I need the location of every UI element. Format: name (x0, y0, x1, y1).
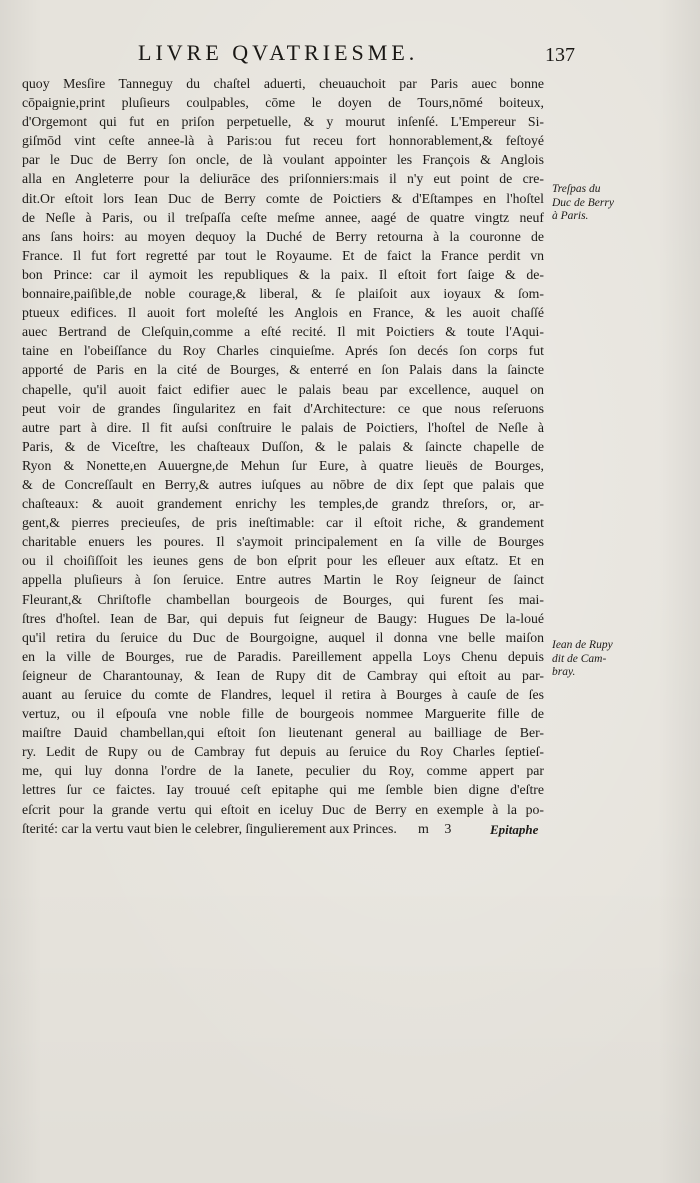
blank-page-area (0, 860, 700, 1183)
text-line: chapelle, qu'il auoit faict edifier auec le palais beau par excellence, auquel on (22, 381, 544, 397)
text-line: Paris, & de Viceſtre, les chaſteaux Duſſon, & le palais & ſaincte chapelle de (22, 438, 544, 454)
margin-note-berry (552, 183, 690, 224)
margin-note-rupy (552, 639, 690, 680)
text-line: ſtres d'hoſtel. Iean de Bar, qui depuis fut ſeigneur de Baugy: Hugues De la-loué (22, 610, 544, 626)
text-line: vertuz, ou il eſpouſa vne noble fille de bourgeois nommee Marguerite fille de (22, 706, 544, 722)
text-line: gent,& pierres precieuſes, de pris ineſtimable: car il eſtoit riche, & grandement (22, 515, 544, 531)
text-line: quoy Mesſire Tanneguy du chaſtel aduerti, cheuauchoit par Paris auec bonne (22, 76, 544, 91)
text-line-last: ſterité: car la vertu vaut bien le celebrer, ſingulierement aux Princes. (22, 820, 397, 836)
text-line: Fleurant,& Chriſtofle chambellan bourgeois de Bourges, qui furent ſes mai- (22, 591, 544, 607)
text-line: d'Orgemont qui fut en priſon perpetuelle, & y mourut inſenſé. L'Empereur Si- (22, 114, 544, 130)
text-line: chaſteaux: & auoit grandement enrichy les temples,de grandz threſors, or, ar- (22, 496, 544, 512)
text-line: peut voir de grandes ſingularitez en fait d'Architecture: ce que nous reſeruons (22, 400, 544, 416)
text-line: qu'il retira du ſeruice du Duc de Bourgoigne, auquel il donna vne belle maiſon (22, 629, 544, 645)
text-line: dit.Or eſtoit lors Iean Duc de Berry comte de Poictiers & d'Eſtampes en l'hoſtel (22, 190, 544, 206)
text-line: de Neſle à Paris, ou il treſpaſſa ceſte meſme annee, aagé de quatre vingtz neuf (22, 209, 544, 225)
margin-note-line: Treſpas du (552, 183, 601, 195)
page-number: 137 (545, 44, 575, 66)
text-line: ptueux edifices. Il auoit fort moleſté les Anglois en France, & les auoit chaſſé (22, 305, 544, 321)
margin-note-line: dit de Cam- (552, 652, 607, 665)
catchword: Epitaphe (490, 822, 539, 837)
body-text (22, 74, 544, 838)
margin-note-line: Duc de Berry (552, 196, 614, 209)
text-line: ans ſans hoirs: au moyen dequoy la Duché de Berry retourna à la couronne de (22, 228, 544, 244)
text-line: autre part à dire. Il fit auſsi conſtruire le palais de Poictiers, l'hoſtel de Neſle à (22, 419, 544, 435)
text-line: alla en Angleterre pour la deliurāce des priſonniers:mais il n'y eut point de cre- (22, 171, 544, 187)
text-line: en la ville de Bourges, rue de Paradis. Pareillement appella Loys Chenu depuis (22, 648, 544, 664)
text-line: me, qui luy donna l'ordre de la Ianete, peculier du Roy, comme appert par (22, 763, 544, 779)
text-line: bon Prince: car il aymoit les republiques & la paix. Il eſtoit fort ſaige & de- (22, 266, 544, 282)
text-line: maiſtre Dauid chambellan,qui eſtoit ſon lieutenant general au bailliage de Ber- (22, 725, 544, 741)
text-line: charitable enuers les poures. Il s'aymoit principalement en ſa ville de Bourges (22, 534, 544, 550)
text-line: auant au ſeruice du comte de Flandres, lequel il retira à Bourges à cauſe de ſes (22, 687, 544, 702)
text-line: apporté de Paris en la cité de Bourges, & enterré en ſon Palais dans la ſaincte (22, 362, 544, 378)
text-line: taine en l'obeiſſance du Roy Charles cinquieſme. Aprés ſon decés ſon corps fut (22, 343, 544, 359)
margin-note-line: bray. (552, 666, 576, 678)
running-title: LIVRE QVATRIESME. (138, 40, 419, 65)
text-line: par le Duc de Berry ſon oncle, de là voulant appointer les François & Anglois (22, 152, 544, 168)
text-line: ry. Ledit de Rupy ou de Cambray fut depuis au ſeruice du Roy Charles ſeptieſ- (22, 744, 544, 760)
margin-note-line: Iean de Rupy (552, 639, 613, 651)
margin-note-line: à Paris. (552, 210, 589, 222)
text-line: Ryon & Nonette,en Auuergne,de Mehun ſur Eure, à quatre lieuës de Bourges, (22, 457, 544, 473)
text-line: bonnaire,paiſible,de noble courage,& liberal, & ſe plaiſoit aux ioyaux & ſom- (22, 286, 544, 302)
text-line: appella pluſieurs à ſon ſeruice. Entre autres Martin le Roy ſeigneur de ſainct (22, 572, 544, 588)
text-line: ſeigneur de Charantounay, & Iean de Rupy dit de Cambray qui eſtoit au par- (22, 667, 544, 683)
text-line: giſmōd vint ceſte annee-là à Paris:ou fut receu fort honnorablement,& feſtoyé (22, 133, 544, 149)
text-line: cōpaignie,print pluſieurs coulpables, cōme le doyen de Tours,nōmé boiteux, (22, 95, 544, 111)
text-line: & de Concreſſault en Berry,& autres iuſques au nōbre de dix ſept que palais que (22, 476, 544, 492)
signature-mark: m 3 (418, 822, 458, 837)
text-line: auec Bertrand de Cleſquin,comme a eſté recité. Il mit Poictiers & toute l'Aqui- (22, 324, 544, 340)
text-line: eſcrit pour la grande vertu qui eſtoit en iceluy Duc de Berry en exemple à la po- (22, 801, 544, 817)
text-line: ou il choiſiſſoit les ieunes gens de bon eſprit pour les eſleuer aux eſtatz. Et en (22, 553, 544, 569)
text-line: France. Il fut fort regretté par tout le Royaume. Et de faict la France perdit vn (22, 247, 544, 263)
text-line: lettres ſur ce faictes. Iay trouué ceſt epitaphe qui me ſemble bien digne d'eſtre (22, 782, 544, 798)
